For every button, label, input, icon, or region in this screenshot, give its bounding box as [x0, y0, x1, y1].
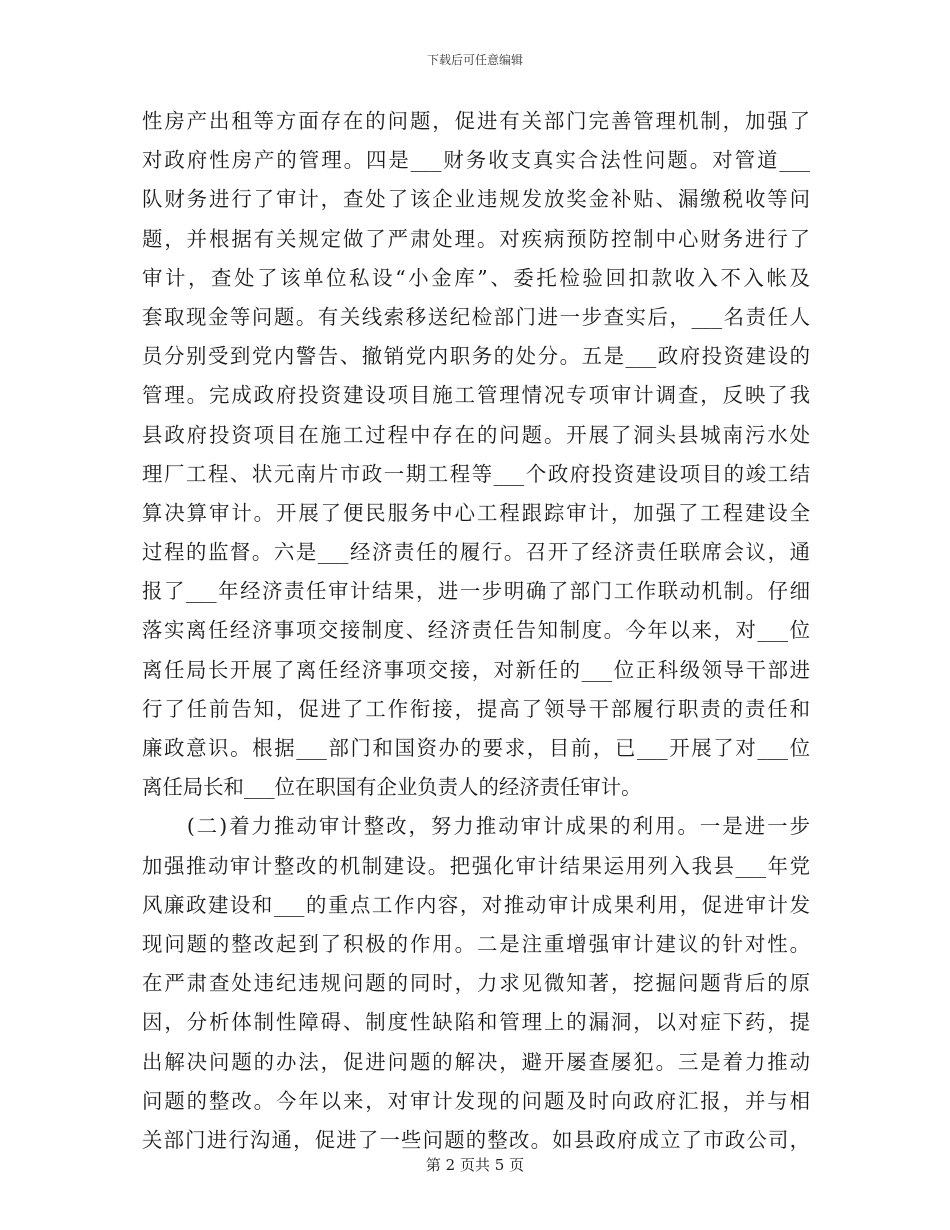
text-line: 县政府投资项目在施工过程中存在的问题。开展了洞头县城南污水处	[142, 422, 810, 447]
document-body	[142, 102, 810, 1160]
text-line: 关部门进行沟通，促进了一些问题的整改。如县政府成立了市政公司，	[142, 1127, 810, 1152]
text-line: 对政府性房产的管理。四是___财务收支真实合法性问题。对管道___	[142, 148, 810, 173]
text-line: 离任局长和___位在职国有企业负责人的经济责任审计。	[142, 775, 642, 800]
text-line: 队财务进行了审计，查处了该企业违规发放奖金补贴、漏缴税收等问	[142, 187, 810, 212]
text-line: 报了___年经济责任审计结果，进一步明确了部门工作联动机制。仔细	[142, 579, 810, 604]
text-line: 风廉政建设和___的重点工作内容，对推动审计成果利用，促进审计发	[142, 892, 810, 917]
text-line: 离任局长开展了离任经济事项交接，对新任的___位正科级领导干部进	[142, 657, 810, 682]
text-line: 管理。完成政府投资建设项目施工管理情况专项审计调查，反映了我	[142, 383, 810, 408]
text-line: 在严肃查处违纪违规问题的同时，力求见微知著，挖掘问题背后的原	[142, 971, 810, 996]
text-line: 出解决问题的办法，促进问题的解决，避开屡查屡犯。三是着力推动	[142, 1049, 810, 1074]
text-line: 理厂工程、状元南片市政一期工程等___个政府投资建设项目的竣工结	[142, 461, 810, 486]
text-line: 廉政意识。根据___部门和国资办的要求，目前，已___开展了对___位	[142, 736, 810, 760]
text-line: 性房产出租等方面存在的问题，促进有关部门完善管理机制，加强了	[142, 109, 810, 133]
text-line: 行了任前告知，促进了工作衔接，提高了领导干部履行职责的责任和	[142, 696, 810, 721]
text-line: 因，分析体制性障碍、制度性缺陷和管理上的漏洞，以对症下药，提	[142, 1010, 810, 1035]
text-line: 加强推动审计整改的机制建设。把强化审计结果运用列入我县___年党	[142, 853, 810, 878]
text-line: 算决算审计。开展了便民服务中心工程跟踪审计，加强了工程建设全	[142, 500, 810, 525]
text-line: 现问题的整改起到了积极的作用。二是注重增强审计建议的针对性。	[142, 931, 810, 956]
text-line: 问题的整改。今年以来，对审计发现的问题及时向政府汇报，并与相	[142, 1088, 810, 1113]
page-footer: 第 2 页共 5 页	[425, 1156, 525, 1174]
text-line: (二)着力推动审计整改，努力推动审计成果的利用。一是进一步	[142, 814, 810, 839]
page-header: 下载后可任意编辑	[426, 53, 523, 67]
text-line: 题，并根据有关规定做了严肃处理。对疾病预防控制中心财务进行了	[142, 226, 810, 251]
text-line: 过程的监督。六是___经济责任的履行。召开了经济责任联席会议，通	[142, 540, 810, 565]
text-line: 审计，查处了该单位私设“小金库”、委托检验回扣款收入不入帐及	[142, 265, 810, 290]
text-line: 套取现金等问题。有关线索移送纪检部门进一步查实后，___名责任人	[142, 304, 810, 329]
text-line: 落实离任经济事项交接制度、经济责任告知制度。今年以来，对___位	[142, 618, 810, 643]
text-line: 员分别受到党内警告、撤销党内职务的处分。五是___政府投资建设的	[142, 344, 810, 369]
